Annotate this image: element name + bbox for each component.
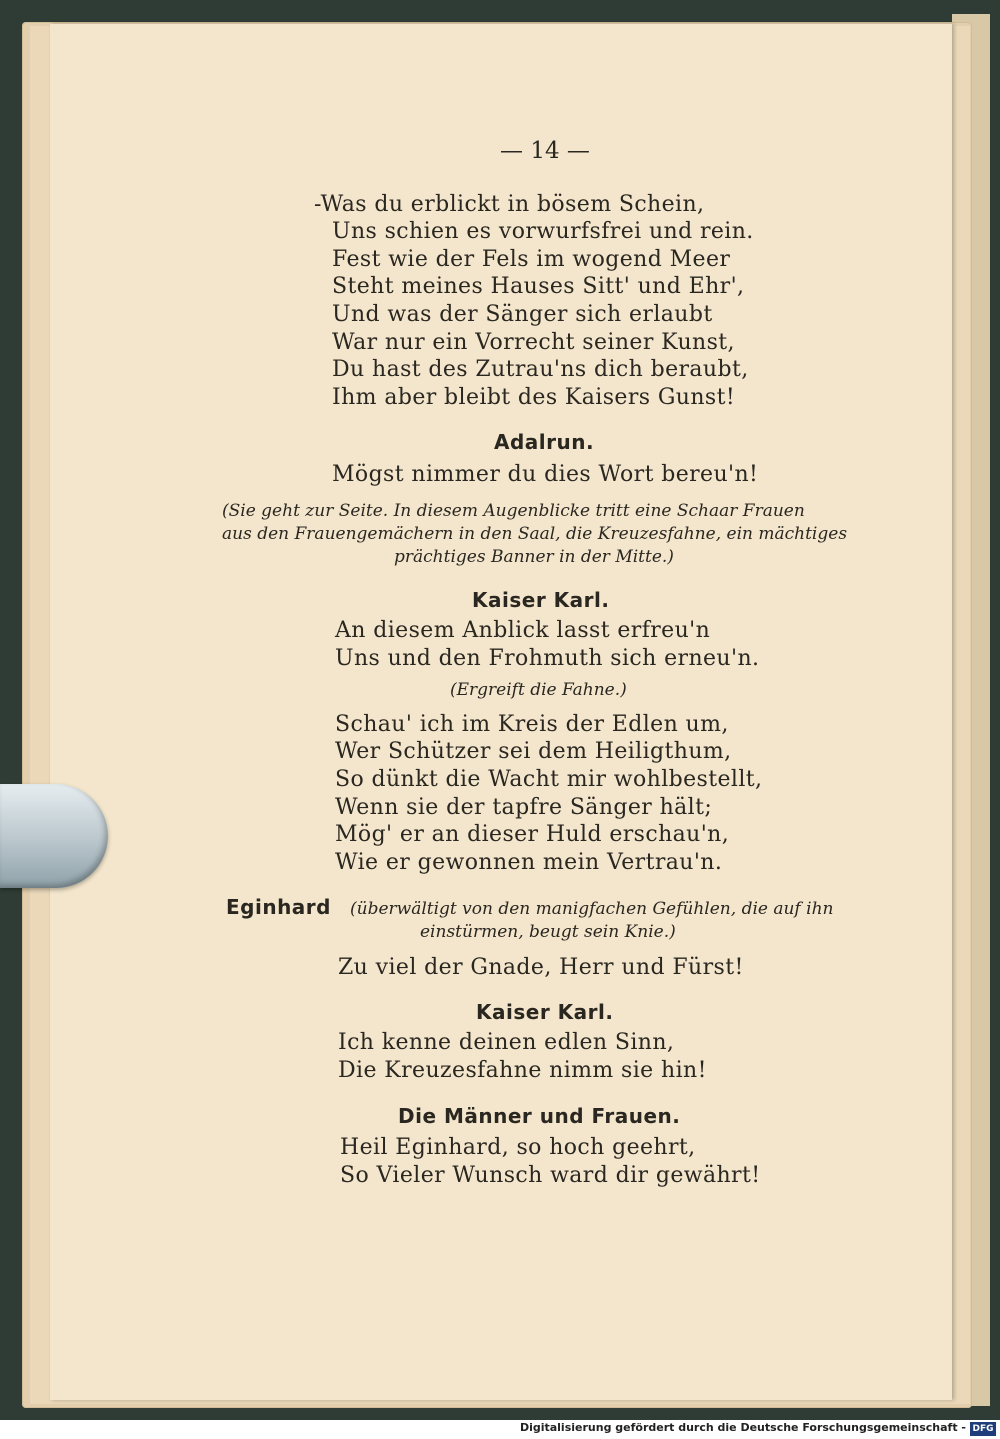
verse-line: Mög' er an dieser Huld erschau'n, [335, 822, 730, 847]
page-holder-clip [0, 784, 108, 888]
speaker-name: Eginhard [226, 895, 331, 919]
verse-line: Wenn sie der tapfre Sänger hält; [335, 795, 713, 820]
speaker-name: Kaiser Karl. [476, 1000, 614, 1024]
verse-line: So dünkt die Wacht mir wohlbestellt, [335, 767, 763, 792]
dfg-logo: DFG [970, 1422, 996, 1436]
verse-line: Du hast des Zutrau'ns dich beraubt, [332, 357, 749, 382]
verse-line: Steht meines Hauses Sitt' und Ehr', [332, 274, 745, 299]
stage-direction: einstürmen, beugt sein Knie.) [420, 922, 676, 942]
stage-direction: (Ergreift die Fahne.) [450, 680, 627, 700]
stage-direction: prächtiges Banner in der Mitte.) [394, 547, 674, 567]
verse-line: Fest wie der Fels im wogend Meer [332, 247, 731, 272]
stage-direction: (Sie geht zur Seite. In diesem Augenblicke tritt eine Schaar Frauen [222, 501, 805, 521]
funding-credit: Digitalisierung gefördert durch die Deutsche Forschungsgemeinschaft - [519, 1421, 966, 1434]
verse-line: -Was du erblickt in bösem Schein, [314, 192, 705, 217]
verse-line: An diesem Anblick lasst erfreu'n [335, 618, 711, 643]
verse-line: War nur ein Vorrecht seiner Kunst, [332, 330, 735, 355]
verse-line: So Vieler Wunsch ward dir gewährt! [340, 1163, 761, 1188]
verse-line: Wie er gewonnen mein Vertrau'n. [335, 850, 723, 875]
verse-line: Mögst nimmer du dies Wort bereu'n! [332, 462, 759, 487]
speaker-name: Adalrun. [494, 430, 595, 454]
speaker-name: Kaiser Karl. [472, 588, 610, 612]
verse-line: Zu viel der Gnade, Herr und Fürst! [338, 955, 744, 980]
speaker-name: Die Männer und Frauen. [398, 1104, 681, 1128]
verse-line: Schau' ich im Kreis der Edlen um, [335, 712, 729, 737]
verse-line: Ihm aber bleibt des Kaisers Gunst! [332, 385, 736, 410]
verse-line: Heil Eginhard, so hoch geehrt, [340, 1135, 696, 1160]
page-number: — 14 — [500, 138, 590, 164]
verse-line: Wer Schützer sei dem Heiligthum, [335, 739, 732, 764]
stage-direction: aus den Frauengemächern in den Saal, die Kreuzesfahne, ein mächtiges [222, 524, 848, 544]
verse-line: Uns schien es vorwurfsfrei und rein. [332, 219, 754, 244]
footer-bar [0, 1420, 1000, 1439]
verse-line: Uns und den Frohmuth sich erneu'n. [335, 646, 760, 671]
verse-line: Ich kenne deinen edlen Sinn, [338, 1030, 675, 1055]
verse-line: Die Kreuzesfahne nimm sie hin! [338, 1058, 707, 1083]
verse-line: Und was der Sänger sich erlaubt [332, 302, 713, 327]
stage-direction: (überwältigt von den manigfachen Gefühlen, die auf ihn [350, 899, 834, 919]
